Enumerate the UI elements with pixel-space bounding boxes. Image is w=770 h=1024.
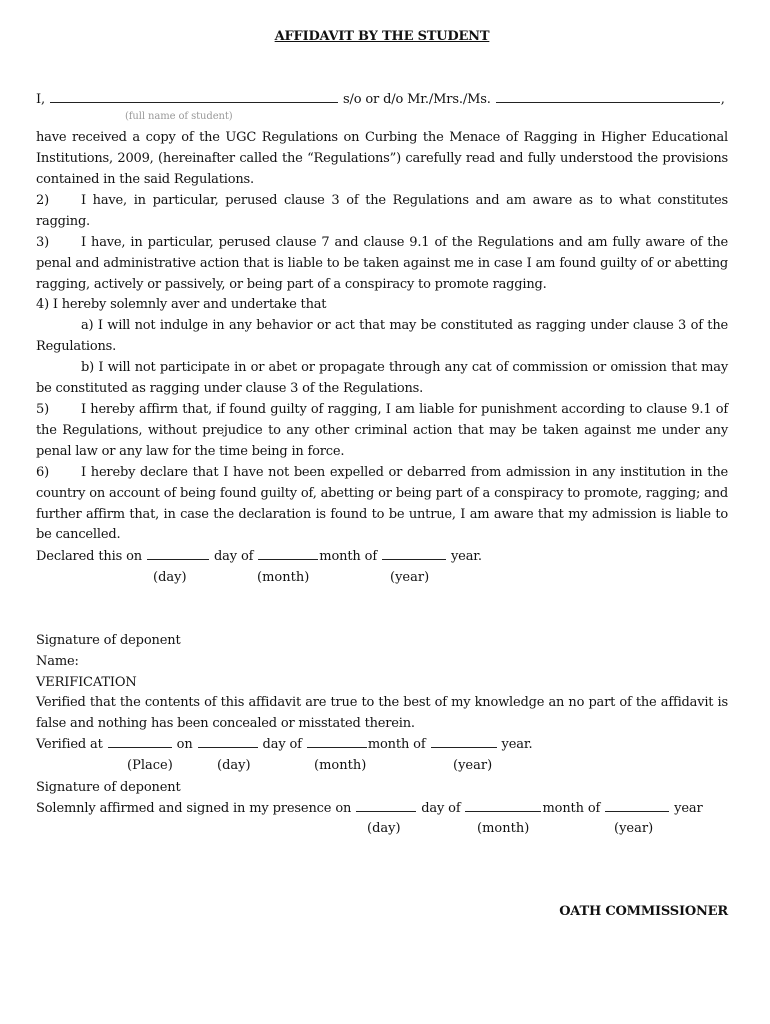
solemnly-year-field[interactable]: [605, 798, 669, 812]
declared-line: [36, 546, 728, 567]
paragraph-4b: b) I will not participate in or abet or propagate through any cat of commission or omission that may be constituted as ragging under clause 3 of the Regulations.: [36, 360, 728, 396]
deponent-name-label: Name:: [36, 654, 79, 669]
declared-lead: Declared this on: [36, 549, 143, 564]
verified-day-of: day of: [262, 737, 302, 752]
paragraph-2: [36, 191, 728, 233]
parent-name-field[interactable]: [496, 89, 720, 103]
verification-heading: VERIFICATION: [36, 675, 137, 690]
solemnly-line: [36, 798, 728, 819]
paragraph-4a: a) I will not indulge in any behavior or act that may be constituted as ragging under clause 3 of the Regulations.: [36, 318, 728, 354]
document-title: AFFIDAVIT BY THE STUDENT: [274, 29, 490, 44]
full-name-hint: (full name of student): [125, 111, 233, 122]
paragraph-5: [36, 400, 728, 462]
solemnly-year-label: (year): [614, 821, 654, 836]
paragraph-4: 4) I hereby solemnly aver and undertake that: [36, 297, 327, 312]
solemnly-month-field[interactable]: [465, 798, 541, 812]
declared-month-of: month of: [319, 549, 377, 564]
signature-of-deponent-2: Signature of deponent: [36, 780, 181, 795]
paragraph-6-number: 6): [36, 465, 49, 480]
paragraph-6: [36, 463, 728, 546]
paragraph-2-number: 2): [36, 193, 49, 208]
paragraph-5-text: I hereby affirm that, if found guilty of ragging, I am liable for punishment according to clause 9.1 of the Regulations, without prejudice to any other criminal action that may be taken against me under any penal law or any law for the time being in force.: [36, 402, 728, 459]
verified-year-label: (year): [453, 758, 493, 773]
verified-place-field[interactable]: [108, 734, 172, 748]
paragraph-3-text: I have, in particular, perused clause 7 and clause 9.1 of the Regulations and am fully aware of the penal and administrative action that is liable to be taken against me in case I am found guilty of or abetting ragging, actively or passively, or being part of a conspiracy to promote ragging.: [36, 235, 728, 292]
verified-on: on: [176, 737, 193, 752]
solemnly-day-label: (day): [367, 821, 401, 836]
paragraph-1: have received a copy of the UGC Regulations on Curbing the Menace of Ragging in Higher Educational Institutions, 2009, (hereinafter called the “Regulations”) carefully read and fully understood the provisions contained in the said Regulations.: [36, 130, 728, 187]
paragraph-3: [36, 233, 728, 295]
solemnly-day-of: day of: [421, 801, 461, 816]
paragraph-5-number: 5): [36, 402, 49, 417]
oath-commissioner: OATH COMMISSIONER: [559, 904, 728, 919]
declared-day-field[interactable]: [147, 546, 209, 560]
declared-day-of: day of: [214, 549, 254, 564]
solemnly-day-field[interactable]: [356, 798, 416, 812]
declared-year: year.: [450, 549, 482, 564]
verified-day-field[interactable]: [198, 734, 258, 748]
verified-year-field[interactable]: [431, 734, 497, 748]
declared-day-label: (day): [153, 570, 187, 585]
verified-day-label: (day): [217, 758, 251, 773]
declared-month-label: (month): [257, 570, 310, 585]
declared-month-field[interactable]: [258, 546, 318, 560]
paragraph-3-number: 3): [36, 235, 49, 250]
verification-text: Verified that the contents of this affidavit are true to the best of my knowledge an no part of the affidavit is false and nothing has been concealed or misstated therein.: [36, 695, 728, 731]
paragraph-2-text: I have, in particular, perused clause 3 of the Regulations and am aware as to what constitutes ragging.: [36, 193, 728, 229]
intro-middle: s/o or d/o Mr./Mrs./Ms.: [342, 92, 491, 107]
signature-of-deponent: Signature of deponent: [36, 633, 181, 648]
paragraph-6-text: I hereby declare that I have not been expelled or debarred from admission in any institution in the country on account of being found guilty of, abetting or being part of a conspiracy to promote, ragging; and further affirm that, in case the declaration is found to be untrue, I am aware that my admission is liable to be cancelled.: [36, 465, 728, 543]
student-name-field[interactable]: [50, 89, 338, 103]
verified-place-label: (Place): [127, 758, 173, 773]
verified-year: year.: [501, 737, 533, 752]
intro-line: [36, 89, 728, 110]
solemnly-lead: Solemnly affirmed and signed in my presence on: [36, 801, 352, 816]
declared-year-field[interactable]: [382, 546, 446, 560]
declared-year-label: (year): [390, 570, 430, 585]
verified-month-label: (month): [314, 758, 367, 773]
intro-suffix: ,: [720, 92, 725, 107]
solemnly-year: year: [674, 801, 703, 816]
solemnly-month-of: month of: [542, 801, 601, 816]
intro-prefix: I,: [36, 92, 45, 107]
verified-at-line: [36, 734, 728, 755]
solemnly-month-label: (month): [477, 821, 530, 836]
verified-at-lead: Verified at: [36, 737, 103, 752]
verified-month-of: month of: [367, 737, 426, 752]
verified-month-field[interactable]: [307, 734, 367, 748]
